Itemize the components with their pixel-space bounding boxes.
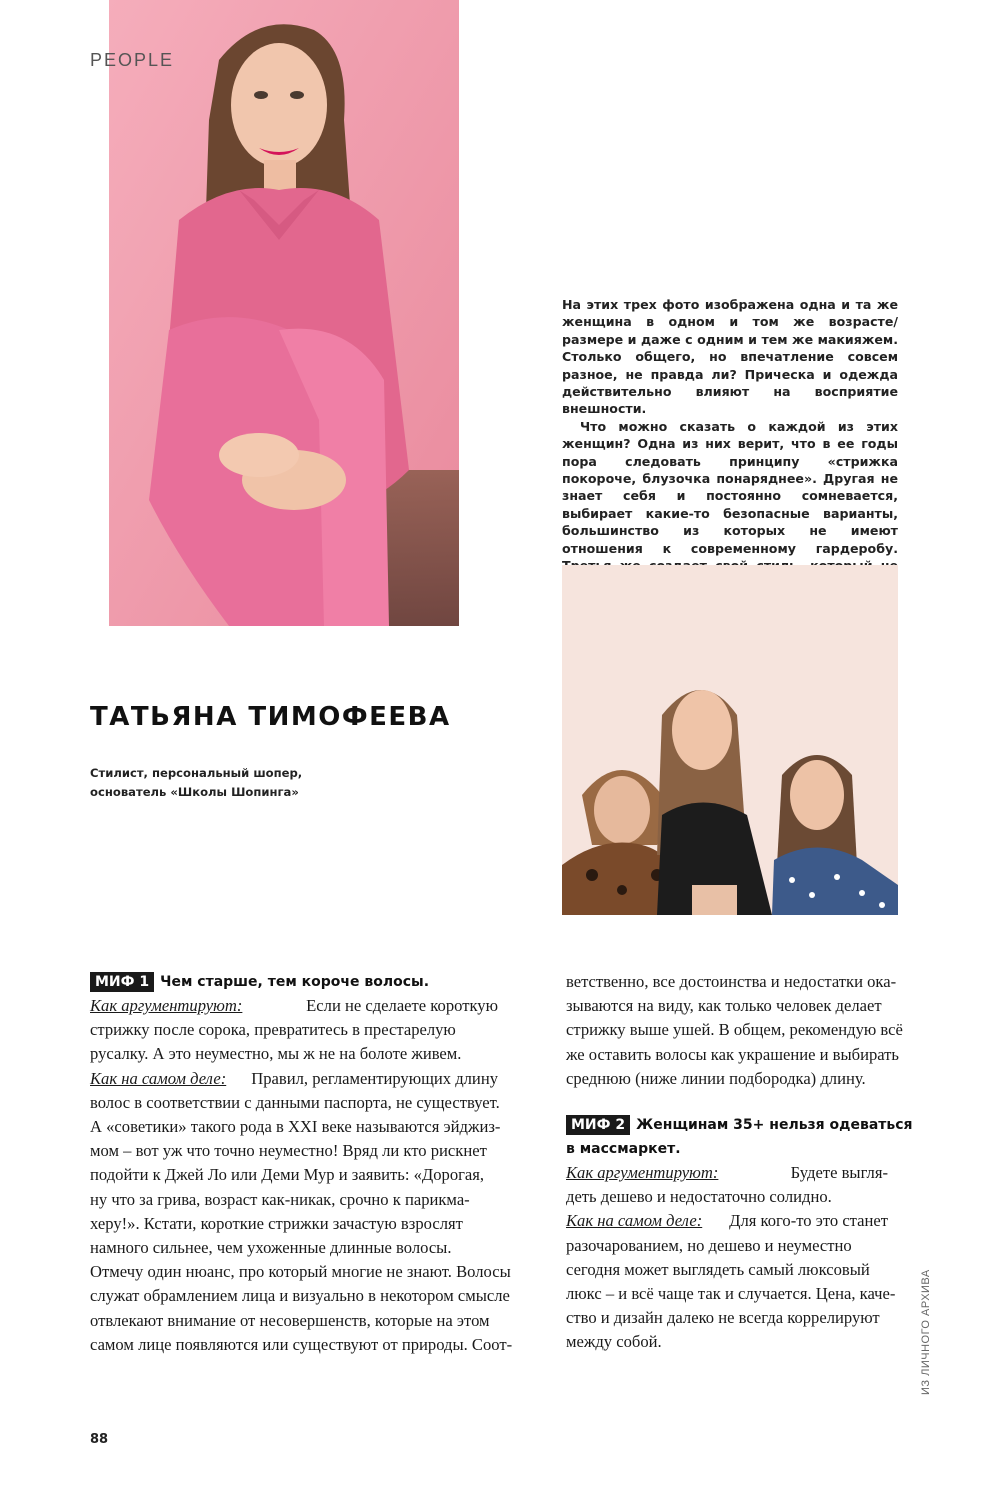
article-column-right <box>566 970 913 1355</box>
text-fragment: Правил, регламентирующих длину <box>251 1068 498 1088</box>
text-line: самом лице появляются или существуют от природы. Соот- <box>90 1334 513 1354</box>
text-line: стрижку выше ушей. В общем, рекомендую всё <box>566 1020 903 1040</box>
text-line: подойти к Джей Ло или Деми Мур и заявить: «Дорогая, <box>90 1165 485 1185</box>
person-role-line-2: основатель «Школы Шопинга» <box>90 785 299 799</box>
photo-credit: ИЗ ЛИЧНОГО АРХИВА <box>920 1269 932 1395</box>
intro-paragraph-2: Что можно сказать о каждой из этих женщин? Одна из них верит, что в ее годы пора следовать принципу «стрижка покороче, блузочка понаряднее». Другая не знает себя и постоянно сомневается, выбирает какие-то безопасные варианты, большинство из которых не имеют отношения к современному гардеробу. <box>562 418 898 556</box>
text-line: мом – вот уж что точно неуместно! Вряд ли кто рискнет <box>90 1141 487 1161</box>
text-line: среднюю (ниже линии подбородка) длину. <box>566 1068 866 1088</box>
text-line: деть дешево и недостаточно солидно. <box>566 1187 832 1207</box>
text-line <box>90 1067 498 1091</box>
article-column-left <box>90 970 513 1357</box>
myth-1-tag: МИФ 1 <box>90 972 154 992</box>
person-role <box>90 764 340 802</box>
text-line: же оставить волосы как украшение и выбирать <box>566 1044 900 1064</box>
group-photo-illustration <box>562 565 898 915</box>
text-line: намного сильнее, чем ухоженные длинные волосы. <box>90 1238 452 1258</box>
intro-text <box>562 296 898 609</box>
portrait-photo <box>109 0 459 626</box>
text-line: херу!». Кстати, короткие стрижки зачастую взрослят <box>90 1213 463 1233</box>
intro-paragraph-1: На этих трех фото изображена одна и та же женщина в одном и том же возрасте/размере и даже с одним и тем же макияжем. Столько общего, но впечатление совсем разное, не правда ли? Прическа и одежда действительно влияют на восприятие внешности. <box>562 297 898 417</box>
text-line: люкс – и всё чаще так и случается. Цена, каче- <box>566 1284 896 1304</box>
text-line <box>566 1161 888 1185</box>
text-fragment: Если не сделаете короткую <box>306 996 498 1015</box>
section-label: PEOPLE <box>90 50 175 70</box>
myth-1-heading <box>90 970 498 994</box>
text-line: ну что за грива, возраст как-никак, срочно к парикма- <box>90 1189 470 1209</box>
myth-2-tag: МИФ 2 <box>566 1115 630 1135</box>
text-line: сегодня может выглядеть самый люксовый <box>566 1259 870 1279</box>
text-line: волос в соответствии с данными паспорта, не существует. <box>90 1092 500 1112</box>
group-photo <box>562 565 898 915</box>
text-line: зываются на виду, как только человек делает <box>566 996 882 1016</box>
text-line: отвлекают внимание от несовершенств, которые на этом <box>90 1310 490 1330</box>
text-line: ство и дизайн далеко не всегда коррелируют <box>566 1308 880 1328</box>
person-role-line-1: Стилист, персональный шопер, <box>90 766 303 780</box>
myth-2-title-line-1: Женщинам 35+ нельзя одеваться <box>636 1117 913 1134</box>
portrait-illustration <box>109 0 459 626</box>
person-name: ТАТЬЯНА ТИМОФЕЕВА <box>90 702 451 732</box>
myth-2-lead-reality: Как на самом деле: <box>566 1211 703 1231</box>
text-line <box>90 994 498 1018</box>
myth-1-lead-reality: Как на самом деле: <box>90 1068 227 1088</box>
text-fragment: Для кого-то это станет <box>729 1211 888 1231</box>
page-number: 88 <box>90 1432 109 1447</box>
myth-2-lead-argue: Как аргументируют: <box>566 1163 719 1183</box>
text-line: русалку. А это неуместно, мы ж не на болоте живем. <box>90 1044 462 1064</box>
myth-1-title: Чем старше, тем короче волосы. <box>160 974 430 990</box>
text-fragment: Будете выгля- <box>790 1163 888 1183</box>
text-line: разочарованием, но дешево и неуместно <box>566 1235 852 1255</box>
text-line <box>566 1209 888 1233</box>
myth-1-lead-argue: Как аргументируют: <box>90 996 243 1015</box>
text-line: стрижку после сорока, превратитесь в престарелую <box>90 1020 456 1040</box>
text-line: Отмечу один нюанс, про который многие не знают. Волосы <box>90 1262 511 1282</box>
myth-2-title-line-2: в массмаркет. <box>566 1141 681 1158</box>
myth-2-heading <box>566 1113 913 1137</box>
text-line: между собой. <box>566 1332 662 1352</box>
text-line: А «советики» такого рода в XXI веке называются эйджиз- <box>90 1117 501 1137</box>
text-line: ветственно, все достоинства и недостатки ока- <box>566 972 897 991</box>
text-line: служат обрамлением лица и визуально в некотором смысле <box>90 1286 510 1306</box>
